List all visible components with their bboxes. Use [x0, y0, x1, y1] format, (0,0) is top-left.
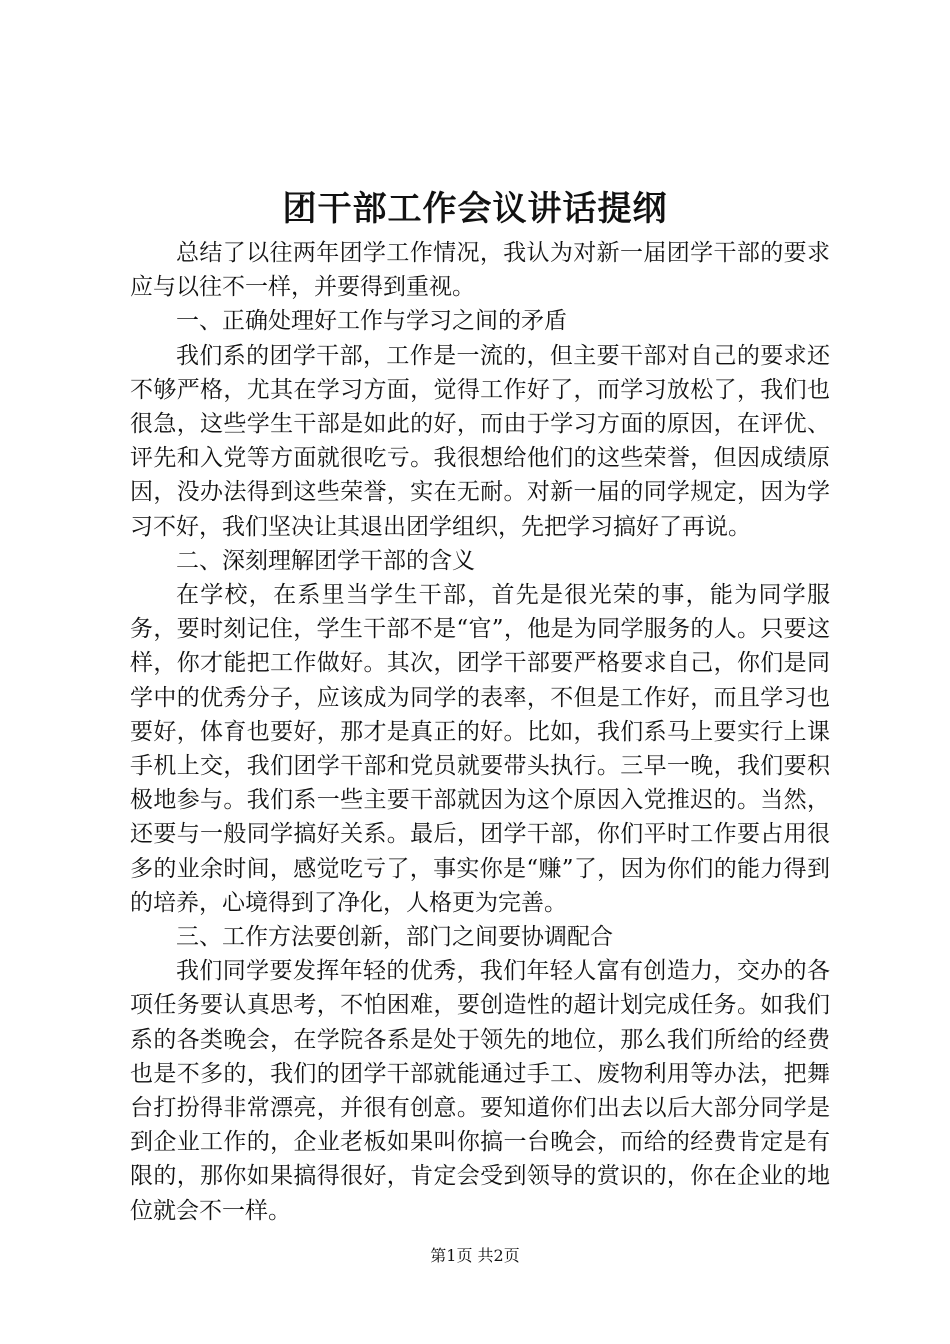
section-heading-3: 三、工作方法要创新，部门之间要协调配合 [176, 924, 613, 951]
document-title: 团干部工作会议讲话提纲 [282, 189, 668, 229]
page-number: 第1页 共2页 [430, 1246, 520, 1265]
section-heading-1: 一、正确处理好工作与学习之间的矛盾 [176, 308, 567, 335]
document-body [130, 236, 830, 1228]
section-paragraph-3: 我们同学要发挥年轻的优秀，我们年轻人富有创造力，交办的各项任务要认真思考，不怕困难，要创造性的超计划完成任务。如我们系的各类晚会，在学院各系是处于领先的地位，那么我们所给的经费也是不多的，我们的团学干部就能通过手工、废物利用等办法，把舞台打扮得非常漂亮，并很有创意。要知道你们出去以后大部分同学是到企业工作的，企业老板如果叫你搞一台晚会，而给的经费肯定是有限的，那你如果搞得很好，肯定会受到领导的赏识的，你在企业的地位就会不一样。 [130, 958, 830, 1224]
intro-paragraph: 总结了以往两年团学工作情况，我认为对新一届团学干部的要求应与以往不一样，并要得到重视。 [130, 240, 830, 301]
section-paragraph-2: 在学校，在系里当学生干部，首先是很光荣的事，能为同学服务，要时刻记住，学生干部不是“官”，他是为同学服务的人。只要这样，你才能把工作做好。其次，团学干部要严格要求自己，你们是同学中的优秀分子，应该成为同学的表率，不但是工作好，而且学习也要好，体育也要好，那才是真正的好。比如，我们系马上要实行上课手机上交，我们团学干部和党员就要带头执行。三早一晚，我们要积极地参与。我们系一些主要干部就因为这个原因入党推迟的。当然，还要与一般同学搞好关系。最后，团学干部，你们平时工作要占用很多的业余时间，感觉吃亏了，事实你是“赚”了，因为你们的能力得到的培养，心境得到了净化，人格更为完善。 [130, 582, 830, 916]
section-heading-2: 二、深刻理解团学干部的含义 [176, 547, 475, 574]
section-paragraph-1: 我们系的团学干部，工作是一流的，但主要干部对自己的要求还不够严格，尤其在学习方面，觉得工作好了，而学习放松了，我们也很急，这些学生干部是如此的好，而由于学习方面的原因，在评优、评先和入党等方面就很吃亏。我很想给他们的这些荣誉，但因成绩原因，没办法得到这些荣誉，实在无耐。对新一届的同学规定，因为学习不好，我们坚决让其退出团学组织，先把学习搞好了再说。 [130, 342, 830, 540]
